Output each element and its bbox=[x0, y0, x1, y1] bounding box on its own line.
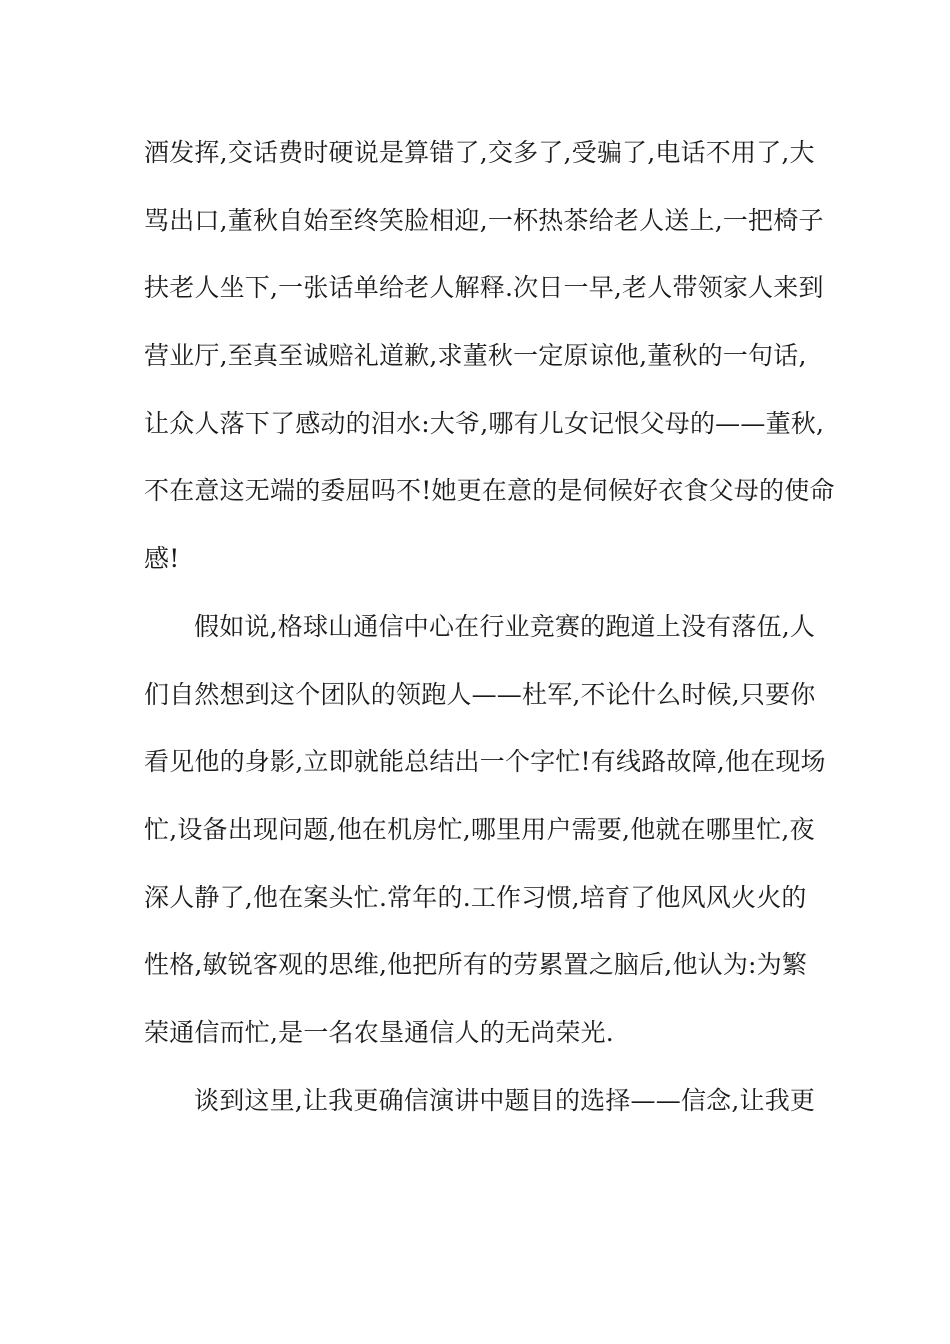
text-line: 性格,敏锐客观的思维,他把所有的劳累置之脑后,他认为:为繁 bbox=[144, 950, 808, 980]
text-line: 深人静了,他在案头忙.常年的.工作习惯,培育了他风风火火的 bbox=[144, 882, 807, 912]
text-line: 不在意这无端的委屈吗不!她更在意的是伺候好衣食父母的使命 bbox=[144, 476, 835, 506]
body-text bbox=[144, 131, 835, 1146]
text-line: 扶老人坐下,一张话单给老人解释.次日一早,老人带领家人来到 bbox=[144, 273, 824, 303]
text-line: 荣通信而忙,是一名农垦通信人的无尚荣光. bbox=[144, 1017, 614, 1047]
text-line: 让众人落下了感动的泪水:大爷,哪有儿女记恨父母的——董秋, bbox=[144, 408, 825, 438]
text-line: 忙,设备出现问题,他在机房忙,哪里用户需要,他就在哪里忙,夜 bbox=[144, 814, 815, 844]
paragraph-start-line: 假如说,格球山通信中心在行业竞赛的跑道上没有落伍,人 bbox=[194, 611, 816, 641]
text-line: 酒发挥,交话费时硬说是算错了,交多了,受骗了,电话不用了,大 bbox=[144, 138, 815, 167]
text-line: 营业厅,至真至诚赔礼道歉,求董秋一定原谅他,董秋的一句话, bbox=[144, 341, 807, 371]
text-line: 感! bbox=[144, 544, 180, 574]
paragraph-start-line: 谈到这里,让我更确信演讲中题目的选择——信念,让我更 bbox=[194, 1085, 816, 1115]
text-line: 骂出口,董秋自始至终笑脸相迎,一杯热茶给老人送上,一把椅子 bbox=[144, 205, 824, 235]
text-line: 看见他的身影,立即就能总结出一个字忙!有线路故障,他在现场 bbox=[144, 747, 826, 777]
text-line: 们自然想到这个团队的领跑人——杜军,不论什么时候,只要你 bbox=[144, 679, 816, 709]
